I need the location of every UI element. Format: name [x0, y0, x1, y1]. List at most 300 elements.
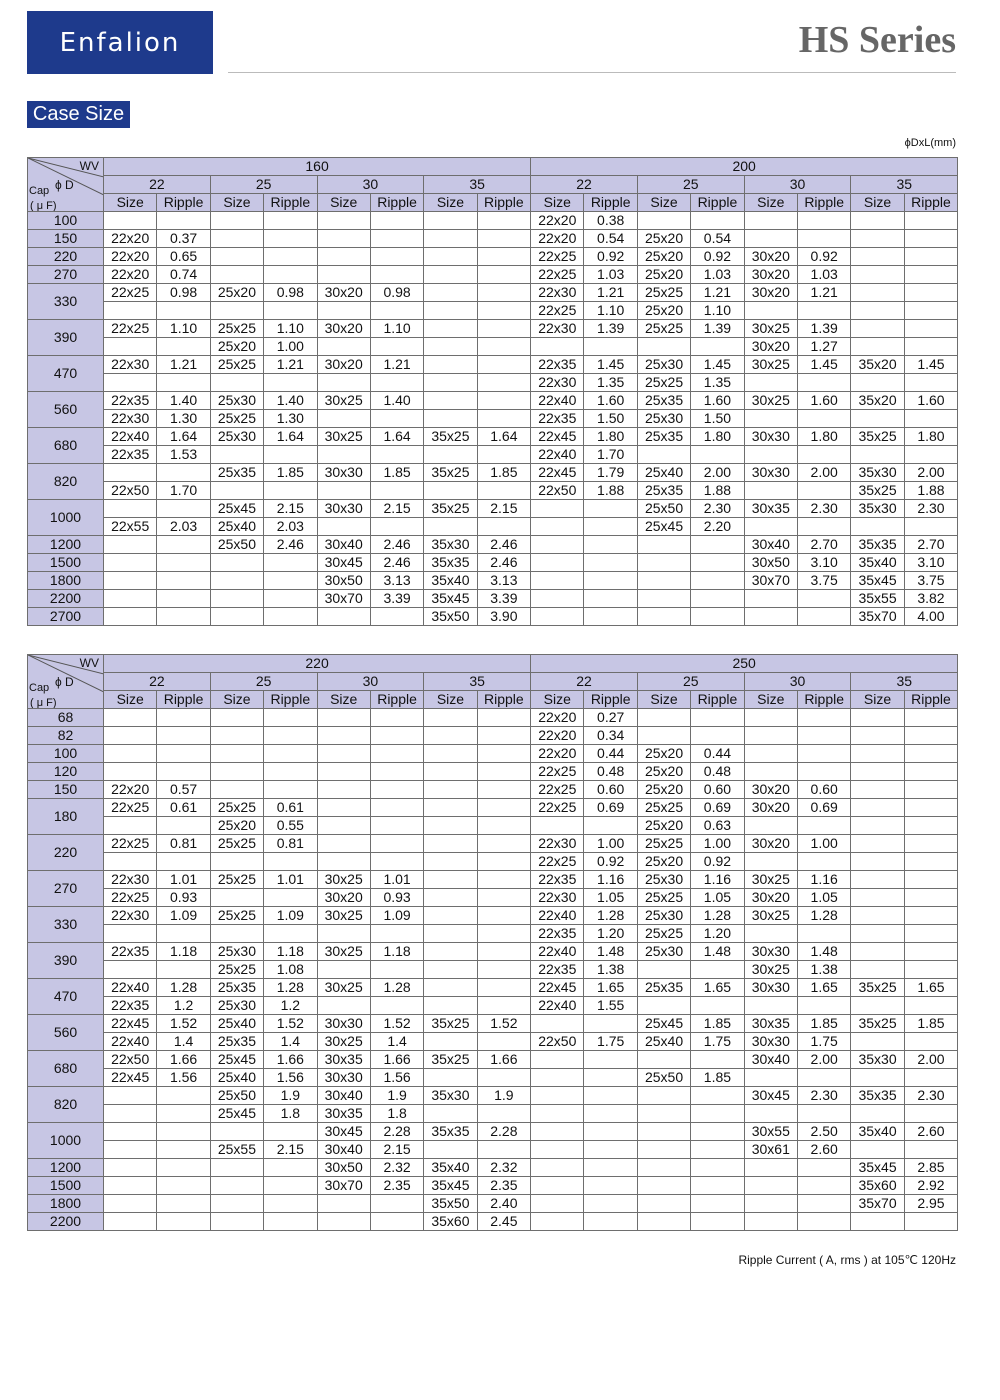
diameter-header: 35: [424, 176, 531, 194]
table-row: [28, 1213, 958, 1231]
size-cell: 22x35: [104, 392, 157, 410]
ripple-cell: 1.00: [691, 835, 744, 853]
size-cell: [424, 1141, 477, 1159]
ripple-cell: [477, 889, 530, 907]
size-cell: [104, 763, 157, 781]
table-row: [28, 925, 958, 943]
ripple-cell: [904, 907, 957, 925]
size-cell: 25x25: [637, 835, 690, 853]
size-cell: 25x25: [210, 410, 263, 428]
ripple-cell: 1.28: [691, 907, 744, 925]
size-cell: 25x30: [637, 356, 690, 374]
size-cell: [317, 745, 370, 763]
ripple-column-header: Ripple: [904, 194, 957, 212]
size-cell: [851, 799, 904, 817]
size-cell: [210, 482, 263, 500]
size-cell: 30x40: [317, 1087, 370, 1105]
size-cell: 35x40: [851, 1123, 904, 1141]
size-cell: [210, 554, 263, 572]
diameter-header: 30: [317, 176, 424, 194]
ripple-cell: [477, 1069, 530, 1087]
size-cell: 25x25: [210, 907, 263, 925]
size-cell: [210, 853, 263, 871]
size-cell: [424, 925, 477, 943]
ripple-cell: 1.27: [797, 338, 850, 356]
size-cell: 25x25: [210, 356, 263, 374]
ripple-cell: [691, 997, 744, 1015]
size-cell: [637, 1159, 690, 1177]
ripple-cell: [157, 961, 210, 979]
table-row: [28, 338, 958, 356]
size-cell: [104, 709, 157, 727]
ripple-cell: 0.61: [157, 799, 210, 817]
size-cell: [637, 1177, 690, 1195]
ripple-cell: 1.80: [904, 428, 957, 446]
cap-label: Cap: [29, 185, 50, 197]
size-cell: [531, 536, 584, 554]
ripple-cell: 3.13: [370, 572, 423, 590]
size-cell: [317, 446, 370, 464]
size-cell: [424, 446, 477, 464]
ripple-cell: 2.15: [477, 500, 530, 518]
capacitance-cell: 150: [28, 781, 104, 799]
ripple-cell: 2.46: [370, 554, 423, 572]
diameter-header: 35: [424, 673, 531, 691]
capacitance-cell: 680: [28, 1051, 104, 1087]
size-cell: 22x40: [531, 907, 584, 925]
size-cell: 35x60: [851, 1177, 904, 1195]
ripple-cell: [904, 1141, 957, 1159]
size-cell: 35x30: [851, 464, 904, 482]
ripple-cell: [370, 374, 423, 392]
ripple-cell: 2.28: [370, 1123, 423, 1141]
ripple-cell: [477, 266, 530, 284]
ripple-cell: [584, 1069, 637, 1087]
capacitance-cell: 82: [28, 727, 104, 745]
table-row: [28, 889, 958, 907]
ripple-cell: [904, 266, 957, 284]
ripple-cell: [904, 284, 957, 302]
size-cell: 22x50: [531, 1033, 584, 1051]
size-cell: 25x20: [637, 745, 690, 763]
size-cell: 22x35: [531, 871, 584, 889]
table-row: [28, 709, 958, 727]
size-cell: [851, 1033, 904, 1051]
ripple-cell: [904, 1069, 957, 1087]
ripple-cell: 0.48: [691, 763, 744, 781]
size-cell: [317, 410, 370, 428]
size-cell: 30x20: [744, 248, 797, 266]
wv-label: WV: [79, 159, 99, 173]
size-cell: [424, 410, 477, 428]
ripple-cell: 1.53: [157, 446, 210, 464]
ripple-cell: 1.64: [264, 428, 317, 446]
size-cell: 30x40: [317, 1141, 370, 1159]
ripple-cell: 1.01: [370, 871, 423, 889]
ripple-cell: 0.92: [584, 853, 637, 871]
table-corner-header: [28, 655, 104, 709]
ripple-cell: [477, 1033, 530, 1051]
size-cell: 25x30: [637, 943, 690, 961]
size-cell: [424, 709, 477, 727]
size-cell: 22x35: [104, 997, 157, 1015]
ripple-cell: [370, 230, 423, 248]
ripple-column-header: Ripple: [584, 691, 637, 709]
ripple-cell: 1.85: [904, 1015, 957, 1033]
size-cell: [851, 230, 904, 248]
size-cell: [851, 302, 904, 320]
capacitance-cell: 680: [28, 428, 104, 464]
ripple-cell: [477, 212, 530, 230]
ripple-cell: 1.03: [584, 266, 637, 284]
ripple-cell: [477, 817, 530, 835]
size-cell: [744, 410, 797, 428]
ripple-cell: [904, 302, 957, 320]
ripple-cell: [477, 961, 530, 979]
ripple-cell: 1.65: [691, 979, 744, 997]
size-cell: [104, 1177, 157, 1195]
ripple-cell: [797, 1177, 850, 1195]
ripple-cell: 1.48: [584, 943, 637, 961]
ripple-cell: [584, 1195, 637, 1213]
ripple-cell: 1.85: [797, 1015, 850, 1033]
diameter-label: ϕ D: [55, 675, 74, 689]
ripple-cell: [584, 572, 637, 590]
size-cell: 30x25: [317, 907, 370, 925]
size-cell: [637, 1141, 690, 1159]
size-cell: 30x30: [744, 464, 797, 482]
ripple-cell: [797, 374, 850, 392]
size-cell: [424, 320, 477, 338]
size-cell: 35x50: [424, 1195, 477, 1213]
size-cell: 30x25: [744, 320, 797, 338]
size-cell: 35x25: [424, 1015, 477, 1033]
ripple-column-header: Ripple: [370, 691, 423, 709]
table-row: [28, 518, 958, 536]
size-cell: [210, 212, 263, 230]
ripple-cell: [370, 482, 423, 500]
size-cell: 22x40: [104, 1033, 157, 1051]
size-cell: [744, 230, 797, 248]
ripple-cell: 1.66: [370, 1051, 423, 1069]
ripple-cell: [370, 727, 423, 745]
voltage-header: 220: [104, 655, 531, 673]
size-cell: 22x45: [104, 1015, 157, 1033]
size-cell: 35x25: [424, 500, 477, 518]
ripple-column-header: Ripple: [477, 691, 530, 709]
size-cell: 22x20: [531, 745, 584, 763]
size-cell: 35x45: [424, 1177, 477, 1195]
ripple-cell: 1.35: [584, 374, 637, 392]
ripple-cell: 1.88: [691, 482, 744, 500]
ripple-cell: 3.39: [370, 590, 423, 608]
ripple-cell: 2.15: [370, 1141, 423, 1159]
ripple-cell: [797, 212, 850, 230]
size-column-header: Size: [851, 691, 904, 709]
size-column-header: Size: [317, 691, 370, 709]
diameter-header: 22: [104, 673, 211, 691]
ripple-cell: [264, 590, 317, 608]
ripple-cell: 1.8: [370, 1105, 423, 1123]
ripple-cell: 1.28: [264, 979, 317, 997]
ripple-cell: [264, 889, 317, 907]
size-cell: 25x25: [637, 889, 690, 907]
size-cell: 35x20: [851, 392, 904, 410]
size-cell: 22x25: [104, 284, 157, 302]
ripple-cell: [157, 709, 210, 727]
size-cell: [317, 997, 370, 1015]
ripple-cell: [904, 446, 957, 464]
size-cell: 25x50: [210, 536, 263, 554]
capacitance-cell: 1800: [28, 572, 104, 590]
size-cell: 30x50: [744, 554, 797, 572]
ripple-cell: [584, 1159, 637, 1177]
diameter-header: 25: [210, 673, 317, 691]
ripple-cell: 1.66: [477, 1051, 530, 1069]
cap-unit-label: ( μ F): [30, 200, 57, 212]
size-cell: 22x20: [531, 230, 584, 248]
size-cell: [210, 248, 263, 266]
size-cell: [637, 727, 690, 745]
ripple-cell: [904, 727, 957, 745]
ripple-cell: [370, 338, 423, 356]
ripple-cell: 2.20: [691, 518, 744, 536]
capacitance-cell: 2200: [28, 590, 104, 608]
size-cell: [210, 1159, 263, 1177]
table-row: [28, 1015, 958, 1033]
ripple-cell: 1.28: [370, 979, 423, 997]
size-cell: [104, 212, 157, 230]
ripple-cell: [904, 853, 957, 871]
size-cell: 25x35: [637, 482, 690, 500]
size-cell: 35x30: [424, 536, 477, 554]
size-cell: 30x45: [744, 1087, 797, 1105]
size-cell: 22x50: [531, 482, 584, 500]
table-row: [28, 907, 958, 925]
ripple-cell: 2.30: [797, 500, 850, 518]
ripple-cell: 1.52: [157, 1015, 210, 1033]
ripple-cell: [477, 230, 530, 248]
table-row: [28, 961, 958, 979]
size-cell: [104, 1195, 157, 1213]
size-cell: [104, 1159, 157, 1177]
ripple-cell: 0.54: [691, 230, 744, 248]
ripple-cell: 0.61: [264, 799, 317, 817]
size-cell: [851, 853, 904, 871]
ripple-cell: 1.21: [797, 284, 850, 302]
size-cell: [637, 536, 690, 554]
size-cell: [317, 266, 370, 284]
table-row: [28, 248, 958, 266]
ripple-cell: 3.39: [477, 590, 530, 608]
capacitance-cell: 1200: [28, 1159, 104, 1177]
size-cell: 30x25: [744, 392, 797, 410]
size-cell: 35x25: [851, 979, 904, 997]
size-cell: [424, 284, 477, 302]
ripple-cell: 1.65: [904, 979, 957, 997]
size-cell: [851, 925, 904, 943]
size-cell: [210, 925, 263, 943]
size-cell: [744, 302, 797, 320]
size-cell: [744, 1213, 797, 1231]
size-cell: 22x30: [104, 907, 157, 925]
ripple-cell: 2.15: [370, 500, 423, 518]
diameter-header: 25: [637, 673, 744, 691]
ripple-cell: [904, 781, 957, 799]
size-cell: [851, 907, 904, 925]
ripple-cell: 2.30: [904, 500, 957, 518]
ripple-cell: 0.34: [584, 727, 637, 745]
ripple-cell: [477, 320, 530, 338]
size-cell: 22x40: [531, 392, 584, 410]
size-cell: [210, 781, 263, 799]
ripple-cell: 1.38: [584, 961, 637, 979]
size-cell: 22x20: [104, 781, 157, 799]
size-cell: 25x40: [210, 518, 263, 536]
size-cell: [104, 554, 157, 572]
ripple-cell: [264, 482, 317, 500]
ripple-cell: [904, 410, 957, 428]
ripple-cell: [797, 230, 850, 248]
capacitance-cell: 1500: [28, 554, 104, 572]
capacitance-cell: 270: [28, 871, 104, 907]
ripple-cell: [477, 709, 530, 727]
size-cell: [317, 853, 370, 871]
size-cell: 25x35: [637, 428, 690, 446]
ripple-cell: 2.60: [904, 1123, 957, 1141]
size-cell: 25x25: [210, 799, 263, 817]
ripple-cell: [477, 1141, 530, 1159]
size-cell: 22x50: [104, 482, 157, 500]
ripple-cell: 1.9: [370, 1087, 423, 1105]
ripple-cell: [904, 374, 957, 392]
ripple-cell: 0.74: [157, 266, 210, 284]
ripple-cell: [797, 482, 850, 500]
ripple-cell: 2.92: [904, 1177, 957, 1195]
ripple-cell: 2.35: [370, 1177, 423, 1195]
ripple-cell: [157, 608, 210, 626]
size-cell: [851, 763, 904, 781]
size-cell: 25x50: [210, 1087, 263, 1105]
size-cell: 22x30: [104, 410, 157, 428]
size-cell: 22x20: [104, 248, 157, 266]
size-cell: 22x40: [531, 943, 584, 961]
ripple-cell: [264, 266, 317, 284]
size-cell: 30x25: [744, 356, 797, 374]
size-column-header: Size: [744, 194, 797, 212]
size-cell: [424, 871, 477, 889]
size-column-header: Size: [424, 691, 477, 709]
capacitance-cell: 330: [28, 907, 104, 943]
table-row: [28, 1051, 958, 1069]
ripple-cell: 0.69: [584, 799, 637, 817]
size-cell: [424, 482, 477, 500]
ripple-cell: 1.40: [370, 392, 423, 410]
size-cell: 25x35: [637, 392, 690, 410]
table-row: [28, 284, 958, 302]
ripple-cell: 2.00: [904, 1051, 957, 1069]
size-cell: [424, 835, 477, 853]
ripple-cell: 1.4: [370, 1033, 423, 1051]
size-cell: 35x25: [424, 464, 477, 482]
size-cell: [851, 1069, 904, 1087]
ripple-cell: 2.00: [797, 1051, 850, 1069]
size-cell: 30x20: [317, 320, 370, 338]
table-row: [28, 745, 958, 763]
ripple-cell: [904, 230, 957, 248]
size-cell: [317, 763, 370, 781]
table-row: [28, 997, 958, 1015]
ripple-cell: [797, 518, 850, 536]
size-cell: 25x40: [637, 1033, 690, 1051]
ripple-cell: [904, 1105, 957, 1123]
size-cell: 22x25: [531, 763, 584, 781]
size-cell: [637, 1213, 690, 1231]
ripple-column-header: Ripple: [797, 691, 850, 709]
ripple-cell: [370, 248, 423, 266]
size-cell: 22x20: [104, 266, 157, 284]
ripple-cell: 0.48: [584, 763, 637, 781]
ripple-cell: [157, 338, 210, 356]
ripple-cell: 1.66: [157, 1051, 210, 1069]
size-cell: [424, 356, 477, 374]
ripple-cell: [477, 1105, 530, 1123]
ripple-cell: [584, 1015, 637, 1033]
ripple-cell: [904, 320, 957, 338]
ripple-cell: 0.44: [691, 745, 744, 763]
ripple-cell: 1.10: [264, 320, 317, 338]
ripple-cell: [797, 1159, 850, 1177]
size-cell: 25x20: [210, 817, 263, 835]
size-cell: [744, 1177, 797, 1195]
size-cell: [317, 608, 370, 626]
ripple-cell: 1.45: [904, 356, 957, 374]
ripple-cell: 0.92: [691, 248, 744, 266]
size-cell: [744, 1069, 797, 1087]
ripple-cell: [264, 212, 317, 230]
size-cell: 25x30: [210, 428, 263, 446]
table-row: [28, 356, 958, 374]
size-cell: 25x30: [210, 943, 263, 961]
ripple-cell: 1.45: [691, 356, 744, 374]
size-cell: 25x25: [210, 961, 263, 979]
size-cell: 25x50: [637, 1069, 690, 1087]
size-cell: 25x25: [637, 284, 690, 302]
ripple-cell: 2.45: [477, 1213, 530, 1231]
size-cell: 30x25: [317, 979, 370, 997]
size-cell: 30x35: [744, 1015, 797, 1033]
diameter-header: 22: [104, 176, 211, 194]
capacitance-cell: 390: [28, 320, 104, 356]
diameter-header: 30: [317, 673, 424, 691]
ripple-cell: [584, 608, 637, 626]
size-cell: [210, 1177, 263, 1195]
size-cell: 25x30: [637, 410, 690, 428]
size-column-header: Size: [210, 691, 263, 709]
ripple-cell: [584, 1141, 637, 1159]
table-row: [28, 212, 958, 230]
ripple-cell: [904, 943, 957, 961]
capacitance-cell: 220: [28, 835, 104, 871]
ripple-cell: 1.60: [584, 392, 637, 410]
size-cell: [104, 817, 157, 835]
table-row: [28, 428, 958, 446]
size-cell: 35x20: [851, 356, 904, 374]
size-cell: [317, 518, 370, 536]
size-cell: 30x25: [317, 1033, 370, 1051]
table-row: [28, 979, 958, 997]
ripple-cell: 2.95: [904, 1195, 957, 1213]
